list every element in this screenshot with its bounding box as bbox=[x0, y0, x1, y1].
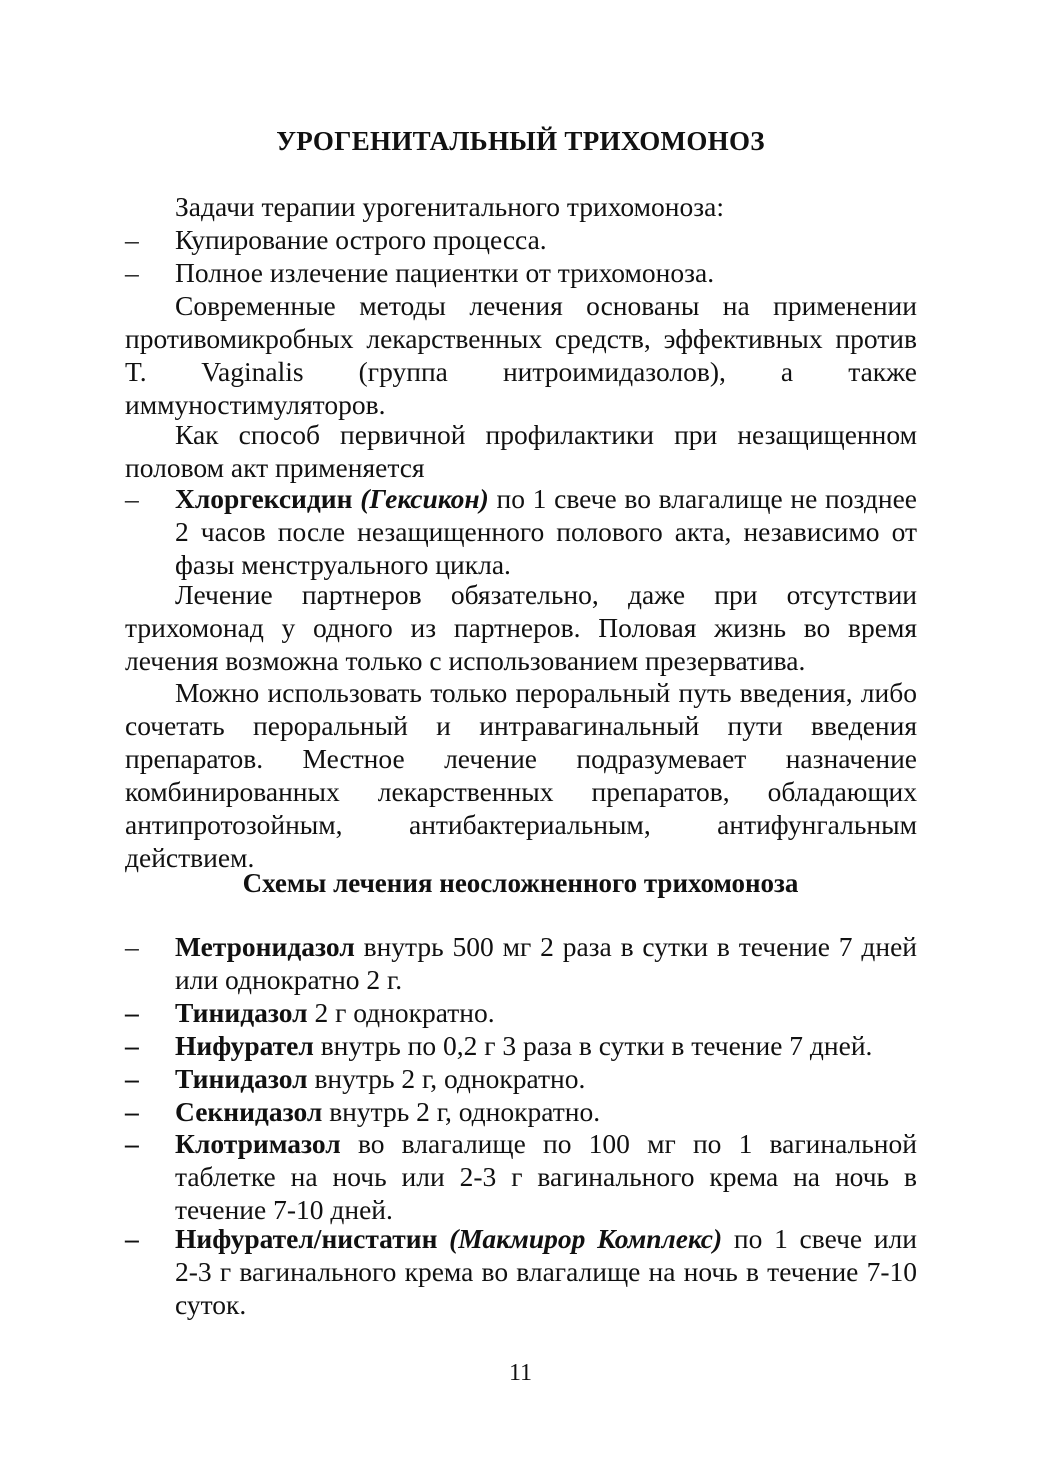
drug-name: Нифурател bbox=[175, 1030, 314, 1061]
drug-name: Метронидазол bbox=[175, 931, 355, 962]
dosage-text: по 1 свече во влагалище не позднее 2 часов после незащищенного полового акта, независимо от фазы менструального цикла. bbox=[175, 483, 918, 580]
tasks-heading: Задачи терапии урогенитального трихомоноза: bbox=[175, 191, 724, 222]
paragraph-partners: Лечение партнеров обязательно, даже при отсутствии трихомонад у одного из партнеров. Половая жизнь во время лечения возможна только с использованием презерватива. bbox=[125, 579, 917, 676]
list-dash: – bbox=[125, 224, 139, 255]
drug-name: Хлоргексидин bbox=[175, 483, 353, 514]
dosage-text: внутрь 2 г, однократно. bbox=[307, 1063, 586, 1094]
list-dash: – bbox=[125, 997, 139, 1028]
list-dash: – bbox=[125, 931, 139, 962]
list-item-text bbox=[175, 996, 917, 1029]
drug-name: Тинидазол bbox=[175, 1063, 308, 1094]
dosage-text: внутрь по 0,2 г 3 раза в сутки в течение 7 дней. bbox=[313, 1030, 873, 1061]
list-item-text bbox=[175, 1062, 917, 1095]
drug-name: Тинидазол bbox=[175, 997, 308, 1028]
scheme-item bbox=[125, 930, 917, 996]
list-dash: – bbox=[125, 257, 139, 288]
scheme-item bbox=[125, 1222, 917, 1321]
drug-name: Нифурател/нистатин bbox=[175, 1223, 438, 1254]
drug-name: Секнидазол bbox=[175, 1096, 323, 1127]
paragraph-routes: Можно использовать только пероральный путь введения, либо сочетать пероральный и интравагинальный пути введения препаратов. Местное лечение подразумевает назначение комбинированных лекарственных препаратов, обладающих антипротозойным, антибактериальным, антифунгальным действием. bbox=[125, 677, 917, 873]
section-heading: Схемы лечения неосложненного трихомоноза bbox=[242, 868, 799, 898]
list-dash: – bbox=[125, 1128, 139, 1159]
list-item-text bbox=[175, 1222, 917, 1321]
prophylaxis-item bbox=[125, 482, 917, 581]
list-item-text bbox=[175, 1127, 917, 1226]
drug-name: Клотримазол bbox=[175, 1128, 341, 1159]
list-item-text bbox=[175, 1029, 917, 1062]
list-dash: – bbox=[125, 483, 139, 514]
scheme-item bbox=[125, 996, 917, 1029]
dosage-text: внутрь 2 г, однократно. bbox=[322, 1096, 601, 1127]
list-item-text: Полное излечение пациентки от трихомоноза. bbox=[175, 257, 715, 288]
list-item-text bbox=[175, 1095, 917, 1128]
list-item bbox=[125, 223, 917, 256]
list-dash: – bbox=[125, 1096, 139, 1127]
paragraph-methods: Современные методы лечения основаны на применении противомикробных лекарственных средств, эффективных против T. Vaginalis (группа нитроимидазолов), а также иммуностимуляторов. bbox=[125, 290, 917, 420]
list-dash: – bbox=[125, 1030, 139, 1061]
dosage-text: во влагалище по 100 мг по 1 вагинальной таблетке на ночь или 2-3 г вагинального крема на ночь в течение 7-10 дней. bbox=[175, 1128, 917, 1225]
list-item-text bbox=[175, 482, 917, 581]
scheme-item bbox=[125, 1127, 917, 1226]
brand-name: (Гексикон) bbox=[360, 483, 489, 514]
dosage-text: 2 г однократно. bbox=[307, 997, 495, 1028]
scheme-item bbox=[125, 1029, 917, 1062]
list-item bbox=[125, 256, 917, 289]
paragraph-prophylaxis: Как способ первичной профилактики при незащищенном половом акт применяется bbox=[125, 419, 917, 483]
list-item-text: Купирование острого процесса. bbox=[175, 224, 547, 255]
dosage-text: внутрь 500 мг 2 раза в сутки в течение 7 дней или однократно 2 г. bbox=[175, 931, 917, 995]
page-number: 11 bbox=[508, 1360, 533, 1386]
scheme-item bbox=[125, 1095, 917, 1128]
dosage-text: по 1 свече или 2-3 г вагинального крема во влагалище на ночь в течение 7-10 суток. bbox=[175, 1223, 917, 1320]
brand-name: (Макмирор Комплекс) bbox=[449, 1223, 723, 1254]
page-title: УРОГЕНИТАЛЬНЫЙ ТРИХОМОНОЗ bbox=[276, 126, 765, 156]
list-dash: – bbox=[125, 1063, 139, 1094]
list-dash: – bbox=[125, 1223, 139, 1254]
scheme-item bbox=[125, 1062, 917, 1095]
list-item-text bbox=[175, 930, 917, 996]
